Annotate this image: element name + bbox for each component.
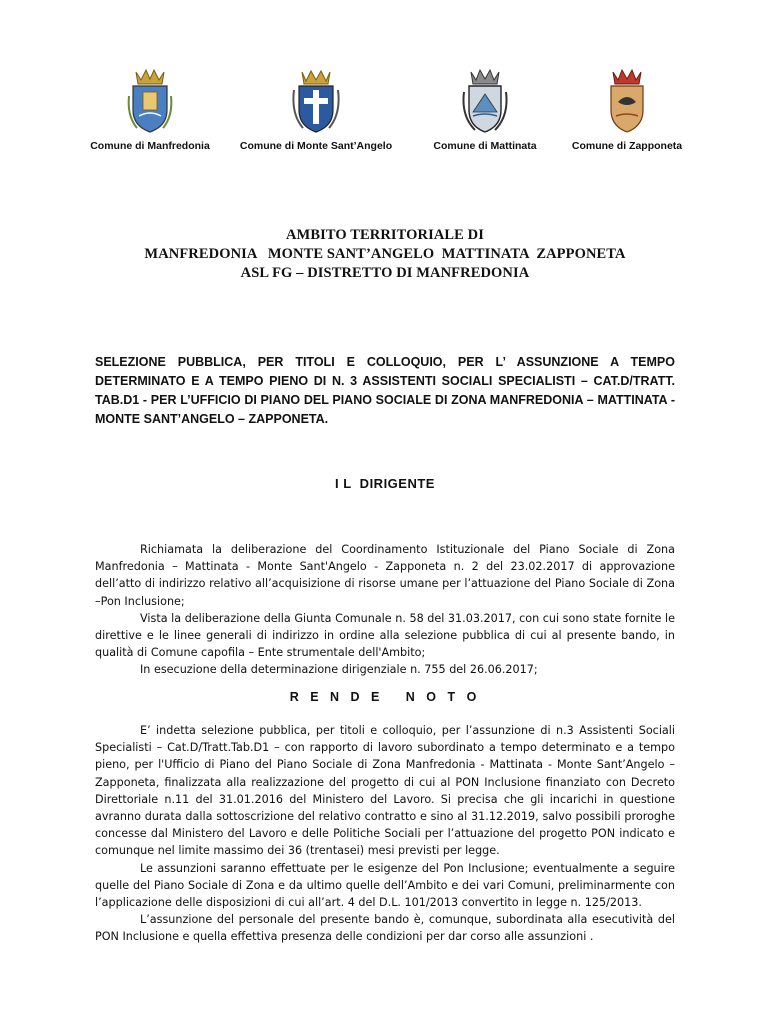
notice-section: [95, 722, 675, 946]
notice-paragraph: Le assunzioni saranno effettuate per le esigenze del Pon Inclusione; eventualmente a seguire quelle del Piano Sociale di Zona e da ultimo quelle dell’Ambito e dei vari Comuni, preliminarmente con l’applicazione delle disposizioni di cui all’art. 4 del D.L. 101/2013 convertito in legge n. 125/2013.: [95, 861, 675, 910]
crests-row: [0, 66, 770, 166]
premise-paragraph: Vista la deliberazione della Giunta Comunale n. 58 del 31.03.2017, con cui sono state fornite le direttive e le linee generali di indirizzo in ordine alla selezione pubblica di cui al presente bando, in qualità di Comune capofila – Ente strumentale dell'Ambito;: [95, 611, 675, 660]
ambito-line3: ASL FG – DISTRETTO DI MANFREDONIA: [240, 265, 530, 281]
subject-title: SELEZIONE PUBBLICA, PER TITOLI E COLLOQUIO, PER L’ ASSUNZIONE A TEMPO DETERMINATO E A TEMPO PIENO DI N. 3 ASSISTENTI SOCIALI SPECIALISTI – CAT.D/TRATT. TAB.D1 - PER L’UFFICIO DI PIANO DEL PIANO SOCIALE DI ZONA MANFREDONIA – MATTINATA - MONTE SANT’ANGELO – ZAPPONETA.: [95, 355, 675, 426]
dirigente-heading: I L DIRIGENTE: [335, 476, 435, 491]
zapponeta-crest-icon: [604, 66, 650, 134]
premises-section: [95, 541, 675, 679]
monte-santangelo-crest-icon: [291, 66, 341, 134]
ambito-header: [0, 226, 770, 283]
crest-label: Comune di Mattinata: [433, 140, 537, 152]
notice-paragraph: L’assunzione del personale del presente bando è, comunque, subordinata alla esecutività del PON Inclusione e quella effettiva presenza delle condizioni per dar corso alle assunzioni .: [95, 913, 675, 944]
ambito-line2: MANFREDONIA MONTE SANT’ANGELO MATTINATA ZAPPONETA: [144, 246, 626, 262]
crest-zapponeta: [547, 66, 707, 152]
notice-paragraph: E’ indetta selezione pubblica, per titoli e colloquio, per l’assunzione di n.3 Assistenti Sociali Specialisti – Cat.D/Tratt.Tab.D1 – con rapporto di lavoro subordinato a tempo determinato e a tempo pieno, per l'Ufficio di Piano del Piano Sociale di Zona Manfredonia - Mattinata - Monte Sant’Angelo – Zapponeta, finalizzata alla realizzazione del progetto di cui al PON Inclusione finanziato con Decreto Direttoriale n.11 del 31.01.2016 del Ministero del Lavoro. Si precisa che gli incarichi in questione avranno durata dalla sottoscrizione del relativo contratto e sino al 31.12.2019, salvo possibili proroghe concesse dal Ministero del Lavoro e delle Politiche Sociali per l’attuazione del progetto PON indicato e comunque nel limite massimo dei 36 (trentasei) mesi previsti per legge.: [95, 724, 675, 858]
crest-monte-santangelo: [236, 66, 396, 152]
crest-label: Comune di Monte Sant’Angelo: [239, 140, 393, 152]
crest-label: Comune di Manfredonia: [90, 140, 210, 152]
rende-noto-heading: R E N D E N O T O: [289, 690, 481, 704]
ambito-line1: AMBITO TERRITORIALE DI: [285, 227, 484, 243]
manfredonia-crest-icon: [127, 66, 173, 134]
mattinata-crest-icon: [461, 66, 509, 134]
premise-paragraph: Richiamata la deliberazione del Coordinamento Istituzionale del Piano Sociale di Zona Manfredonia – Mattinata - Monte Sant'Angelo - Zapponeta n. 2 del 23.02.2017 di approvazione dell’atto di indirizzo relativo all’acquisizione di risorse umane per l’attuazione del Piano Sociale di Zona –Pon Inclusione;: [95, 543, 675, 608]
premise-paragraph: In esecuzione della determinazione dirigenziale n. 755 del 26.06.2017;: [140, 663, 538, 677]
crest-mattinata: [405, 66, 565, 152]
crest-label: Comune di Zapponeta: [571, 140, 683, 152]
crest-manfredonia: [70, 66, 230, 152]
